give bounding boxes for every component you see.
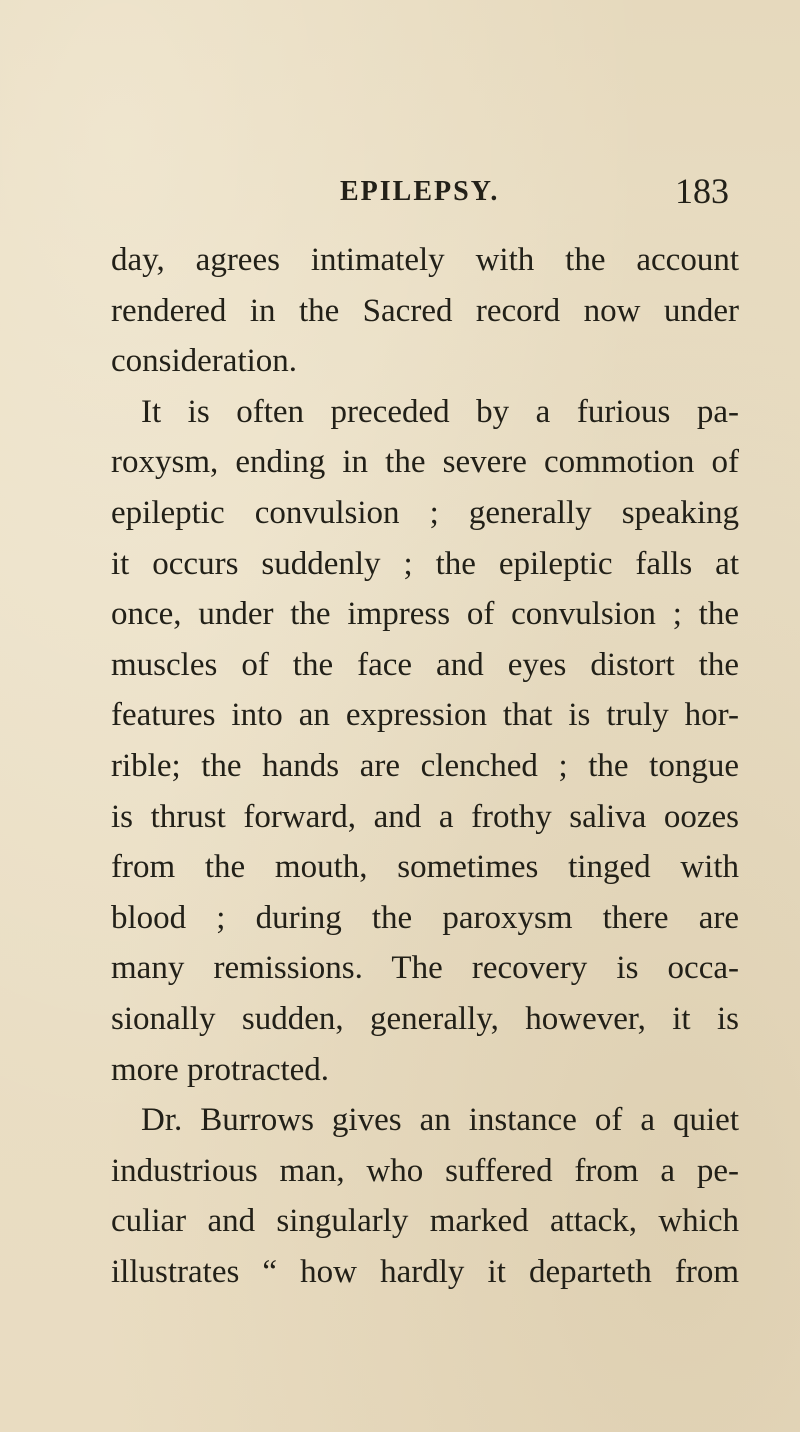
running-title: EPILEPSY.	[340, 176, 500, 207]
text-line: consideration.	[111, 343, 298, 380]
text-line: It is often preceded by a furious pa-	[141, 393, 739, 430]
text-line: more protracted.	[111, 1051, 330, 1088]
text-line: day, agrees intimately with the account	[111, 242, 739, 278]
text-line: illustrates “ how hardly it departeth from	[111, 1253, 739, 1290]
text-line: many remissions. The recovery is occa-	[111, 950, 739, 987]
text-line: muscles of the face and eyes distort the	[111, 646, 739, 683]
text-line: roxysm, ending in the severe commotion of	[111, 444, 739, 481]
text-line: rible; the hands are clenched ; the tongue	[111, 747, 739, 784]
running-head	[0, 170, 800, 210]
text-line: once, under the impress of convulsion ; the	[111, 596, 739, 633]
page-number: 183	[675, 171, 729, 211]
text-line: epileptic convulsion ; generally speaking	[111, 494, 739, 531]
text-line: culiar and singularly marked attack, which	[111, 1203, 739, 1240]
text-line: sionally sudden, generally, however, it is	[111, 1000, 739, 1037]
text-line: it occurs suddenly ; the epileptic falls at	[111, 545, 739, 582]
text-line: is thrust forward, and a frothy saliva oozes	[111, 798, 739, 835]
text-line: features into an expression that is truly hor-	[111, 697, 739, 734]
text-line: Dr. Burrows gives an instance of a quiet	[141, 1102, 739, 1139]
text-line: blood ; during the paroxysm there are	[111, 899, 739, 936]
text-line: industrious man, who suffered from a pe-	[111, 1152, 739, 1189]
text-line: rendered in the Sacred record now under	[111, 292, 739, 329]
body-text	[111, 235, 739, 1297]
text-line: from the mouth, sometimes tinged with	[111, 849, 739, 886]
